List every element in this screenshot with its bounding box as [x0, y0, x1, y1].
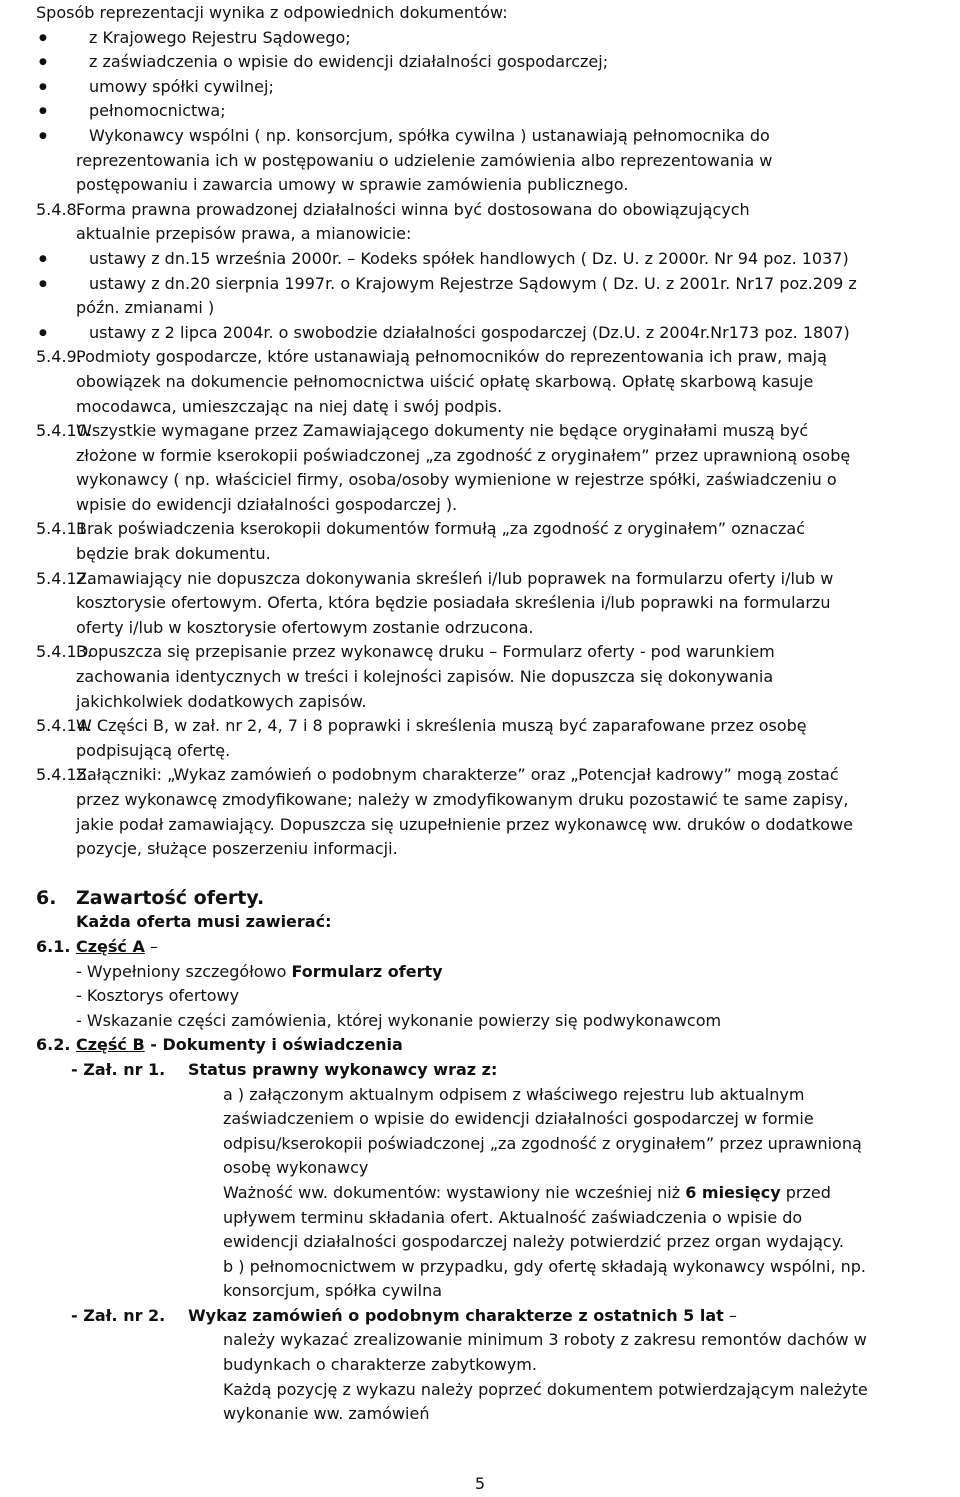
paragraph-number: 5.4.12. [36, 568, 92, 588]
paragraph-line: obowiązek na dokumencie pełnomocnictwa uiścić opłatę skarbową. Opłatę skarbową kasuje [76, 371, 814, 391]
attachment-line: Każdą pozycję z wykazu należy poprzeć dokumentem potwierdzającym należyte [223, 1379, 868, 1399]
attachment-line: budynkach o charakterze zabytkowym. [223, 1355, 537, 1375]
paragraph-line: przez wykonawcę zmodyfikowane; należy w zmodyfikowanym druku pozostawić te same zapisy, [76, 790, 849, 809]
attachment-line: konsorcjum, spółka cywilna [223, 1281, 443, 1301]
attachment-line: a ) załączonym aktualnym odpisem z właściwego rejestru lub aktualnym [223, 1084, 805, 1104]
document-body [36, 1, 948, 1427]
list-item: ● z zaświadczenia o wpisie do ewidencji działalności gospodarczej; [36, 50, 948, 75]
page-number: 5 [474, 1474, 486, 1493]
paragraph-line: będzie brak dokumentu. [76, 544, 271, 564]
paragraph-5-4-12: 5.4.12.Zamawiający nie dopuszcza dokonywania skreśleń i/lub poprawek na formularzu oferty i/lub w [36, 567, 948, 592]
attachment-line: odpisu/kserokopii poświadczonej „za zgodność z oryginałem” przez uprawnioną [223, 1133, 862, 1153]
list-item-continuation: reprezentowania ich w postępowaniu o udzielenie zamówienia albo reprezentowania w [76, 150, 773, 170]
paragraph-5-4-10: 5.4.10.Wszystkie wymagane przez Zamawiającego dokumenty nie będące oryginałami muszą być [36, 419, 948, 444]
attachment-line: upływem terminu składania ofert. Aktualność zaświadczenia o wpisie do [223, 1207, 803, 1227]
section-subtitle: Każda oferta musi zawierać: [76, 912, 332, 932]
paragraph-line: wykonawcy ( np. właściciel firmy, osoba/osoby wymienione w rejestrze spółki, zaświadczeniu o [76, 470, 837, 490]
list-item: ● ustawy z 2 lipca 2004r. o swobodzie działalności gospodarczej (Dz.U. z 2004r.Nr173 poz. 1807) [36, 321, 948, 346]
section-number: 6. [36, 886, 57, 909]
attachment-line: ewidencji działalności gospodarczej należy potwierdzić przez organ wydający. [223, 1232, 844, 1252]
paragraph-line: jakichkolwiek dodatkowych zapisów. [76, 691, 367, 711]
attachment-title: Status prawny wykonawcy wraz z: [188, 1059, 498, 1079]
attachment-line: należy wykazać zrealizowanie minimum 3 roboty z zakresu remontów dachów w [223, 1330, 867, 1350]
paragraph-line: aktualnie przepisów prawa, a mianowicie: [76, 224, 412, 244]
paragraph-number: 5.4.11. [36, 519, 92, 539]
attachment-line: wykonanie ww. zamówień [223, 1404, 430, 1424]
section-title: Zawartość oferty. [76, 886, 265, 909]
paragraph-5-4-11: 5.4.11.Brak poświadczenia kserokopii dokumentów formułą „za zgodność z oryginałem” oznaczać [36, 517, 948, 542]
paragraph-number: 5.4.14. [36, 716, 92, 736]
section-spacer [36, 862, 948, 886]
list-item: ● Wykonawcy wspólni ( np. konsorcjum, spółka cywilna ) ustanawiają pełnomocnika do [36, 124, 948, 149]
attachment-label: - Zał. nr 2. [71, 1305, 166, 1325]
paragraph-line: zachowania identycznych w treści i kolejności zapisów. Nie dopuszcza się dokonywania [76, 667, 774, 687]
attachment-line: zaświadczeniem o wpisie do ewidencji działalności gospodarczej w formie [223, 1109, 814, 1129]
section-6-heading [36, 886, 948, 911]
paragraph-line: pozycje, służące poszerzeniu informacji. [76, 839, 398, 859]
attachment-2: - Zał. nr 2. Wykaz zamówień o podobnym charakterze z ostatnich 5 lat – [36, 1304, 948, 1329]
list-item-continuation: późn. zmianami ) [76, 298, 215, 318]
section-number: 6.2. [36, 1035, 71, 1055]
paragraph-number: 5.4.13. [36, 642, 92, 662]
section-title: Część A [76, 936, 145, 956]
list-item: - Wskazanie części zamówienia, której wykonanie powierzy się podwykonawcom [76, 1010, 722, 1030]
section-6-2-heading: 6.2. Część B - Dokumenty i oświadczenia [36, 1033, 948, 1058]
list-item: - Kosztorys ofertowy [76, 986, 240, 1006]
paragraph-5-4-8: 5.4.8.Forma prawna prowadzonej działalności winna być dostosowana do obowiązujących [36, 198, 948, 223]
paragraph-line: jakie podał zamawiający. Dopuszcza się uzupełnienie przez wykonawcę ww. druków o dodatkowe [76, 814, 854, 834]
attachment-1 [36, 1058, 948, 1083]
list-item: ● z Krajowego Rejestru Sądowego; [36, 26, 948, 51]
list-item-continuation: postępowaniu i zawarcia umowy w sprawie zamówienia publicznego. [76, 175, 629, 195]
list-item: ● ustawy z dn.15 września 2000r. – Kodeks spółek handlowych ( Dz. U. z 2000r. Nr 94 poz. 1037) [36, 247, 948, 272]
paragraph-line: mocodawca, umieszczając na niej datę i swój podpis. [76, 396, 503, 416]
attachment-line: b ) pełnomocnictwem w przypadku, gdy ofertę składają wykonawcy wspólni, np. [223, 1256, 866, 1276]
paragraph-5-4-15: 5.4.15.Załączniki: „Wykaz zamówień o podobnym charakterze” oraz „Potencjał kadrowy” mogą zostać [36, 763, 948, 788]
paragraph-number: 5.4.9. [36, 347, 82, 367]
paragraph-5-4-14: 5.4.14.W Części B, w zał. nr 2, 4, 7 i 8 poprawki i skreślenia muszą być zaparafowane przez osobę [36, 714, 948, 739]
section-title: Część B [76, 1035, 145, 1055]
list-item: - Wypełniony szczegółowo Formularz oferty [76, 961, 443, 981]
paragraph-5-4-9: 5.4.9.Podmioty gospodarcze, które ustanawiają pełnomocników do reprezentowania ich praw, mają [36, 345, 948, 370]
attachment-line: osobę wykonawcy [223, 1158, 369, 1178]
section-6-1-heading: 6.1. Część A – [36, 935, 948, 960]
paragraph-5-4-13: 5.4.13.Dopuszcza się przepisanie przez wykonawcę druku – Formularz oferty - pod warunkiem [36, 640, 948, 665]
paragraph-number: 5.4.8. [36, 199, 82, 219]
attachment-line: Ważność ww. dokumentów: wystawiony nie wcześniej niż 6 miesięcy przed [223, 1182, 831, 1202]
list-item: ● pełnomocnictwa; [36, 99, 948, 124]
paragraph-number: 5.4.15. [36, 765, 92, 785]
paragraph-line: oferty i/lub w kosztorysie ofertowym zostanie odrzucona. [76, 617, 534, 637]
paragraph-line: wpisie do ewidencji działalności gospodarczej ). [76, 494, 458, 514]
list-item: ● ustawy z dn.20 sierpnia 1997r. o Krajowym Rejestrze Sądowym ( Dz. U. z 2001r. Nr17 poz.209 z [36, 272, 948, 297]
paragraph-line: kosztorysie ofertowym. Oferta, która będzie posiadała skreślenia i/lub poprawki na formularzu [76, 593, 831, 613]
attachment-label: - Zał. nr 1. [71, 1059, 166, 1079]
section-number: 6.1. [36, 936, 71, 956]
paragraph-line: podpisującą ofertę. [76, 740, 231, 760]
paragraph-line: złożone w formie kserokopii poświadczonej „za zgodność z oryginałem” przez uprawnioną osobę [76, 445, 851, 465]
intro-text: Sposób reprezentacji wynika z odpowiednich dokumentów: [36, 3, 508, 22]
attachment-title: Wykaz zamówień o podobnym charakterze z ostatnich 5 lat [188, 1305, 724, 1325]
paragraph-number: 5.4.10. [36, 421, 92, 441]
list-item: ● umowy spółki cywilnej; [36, 75, 948, 100]
